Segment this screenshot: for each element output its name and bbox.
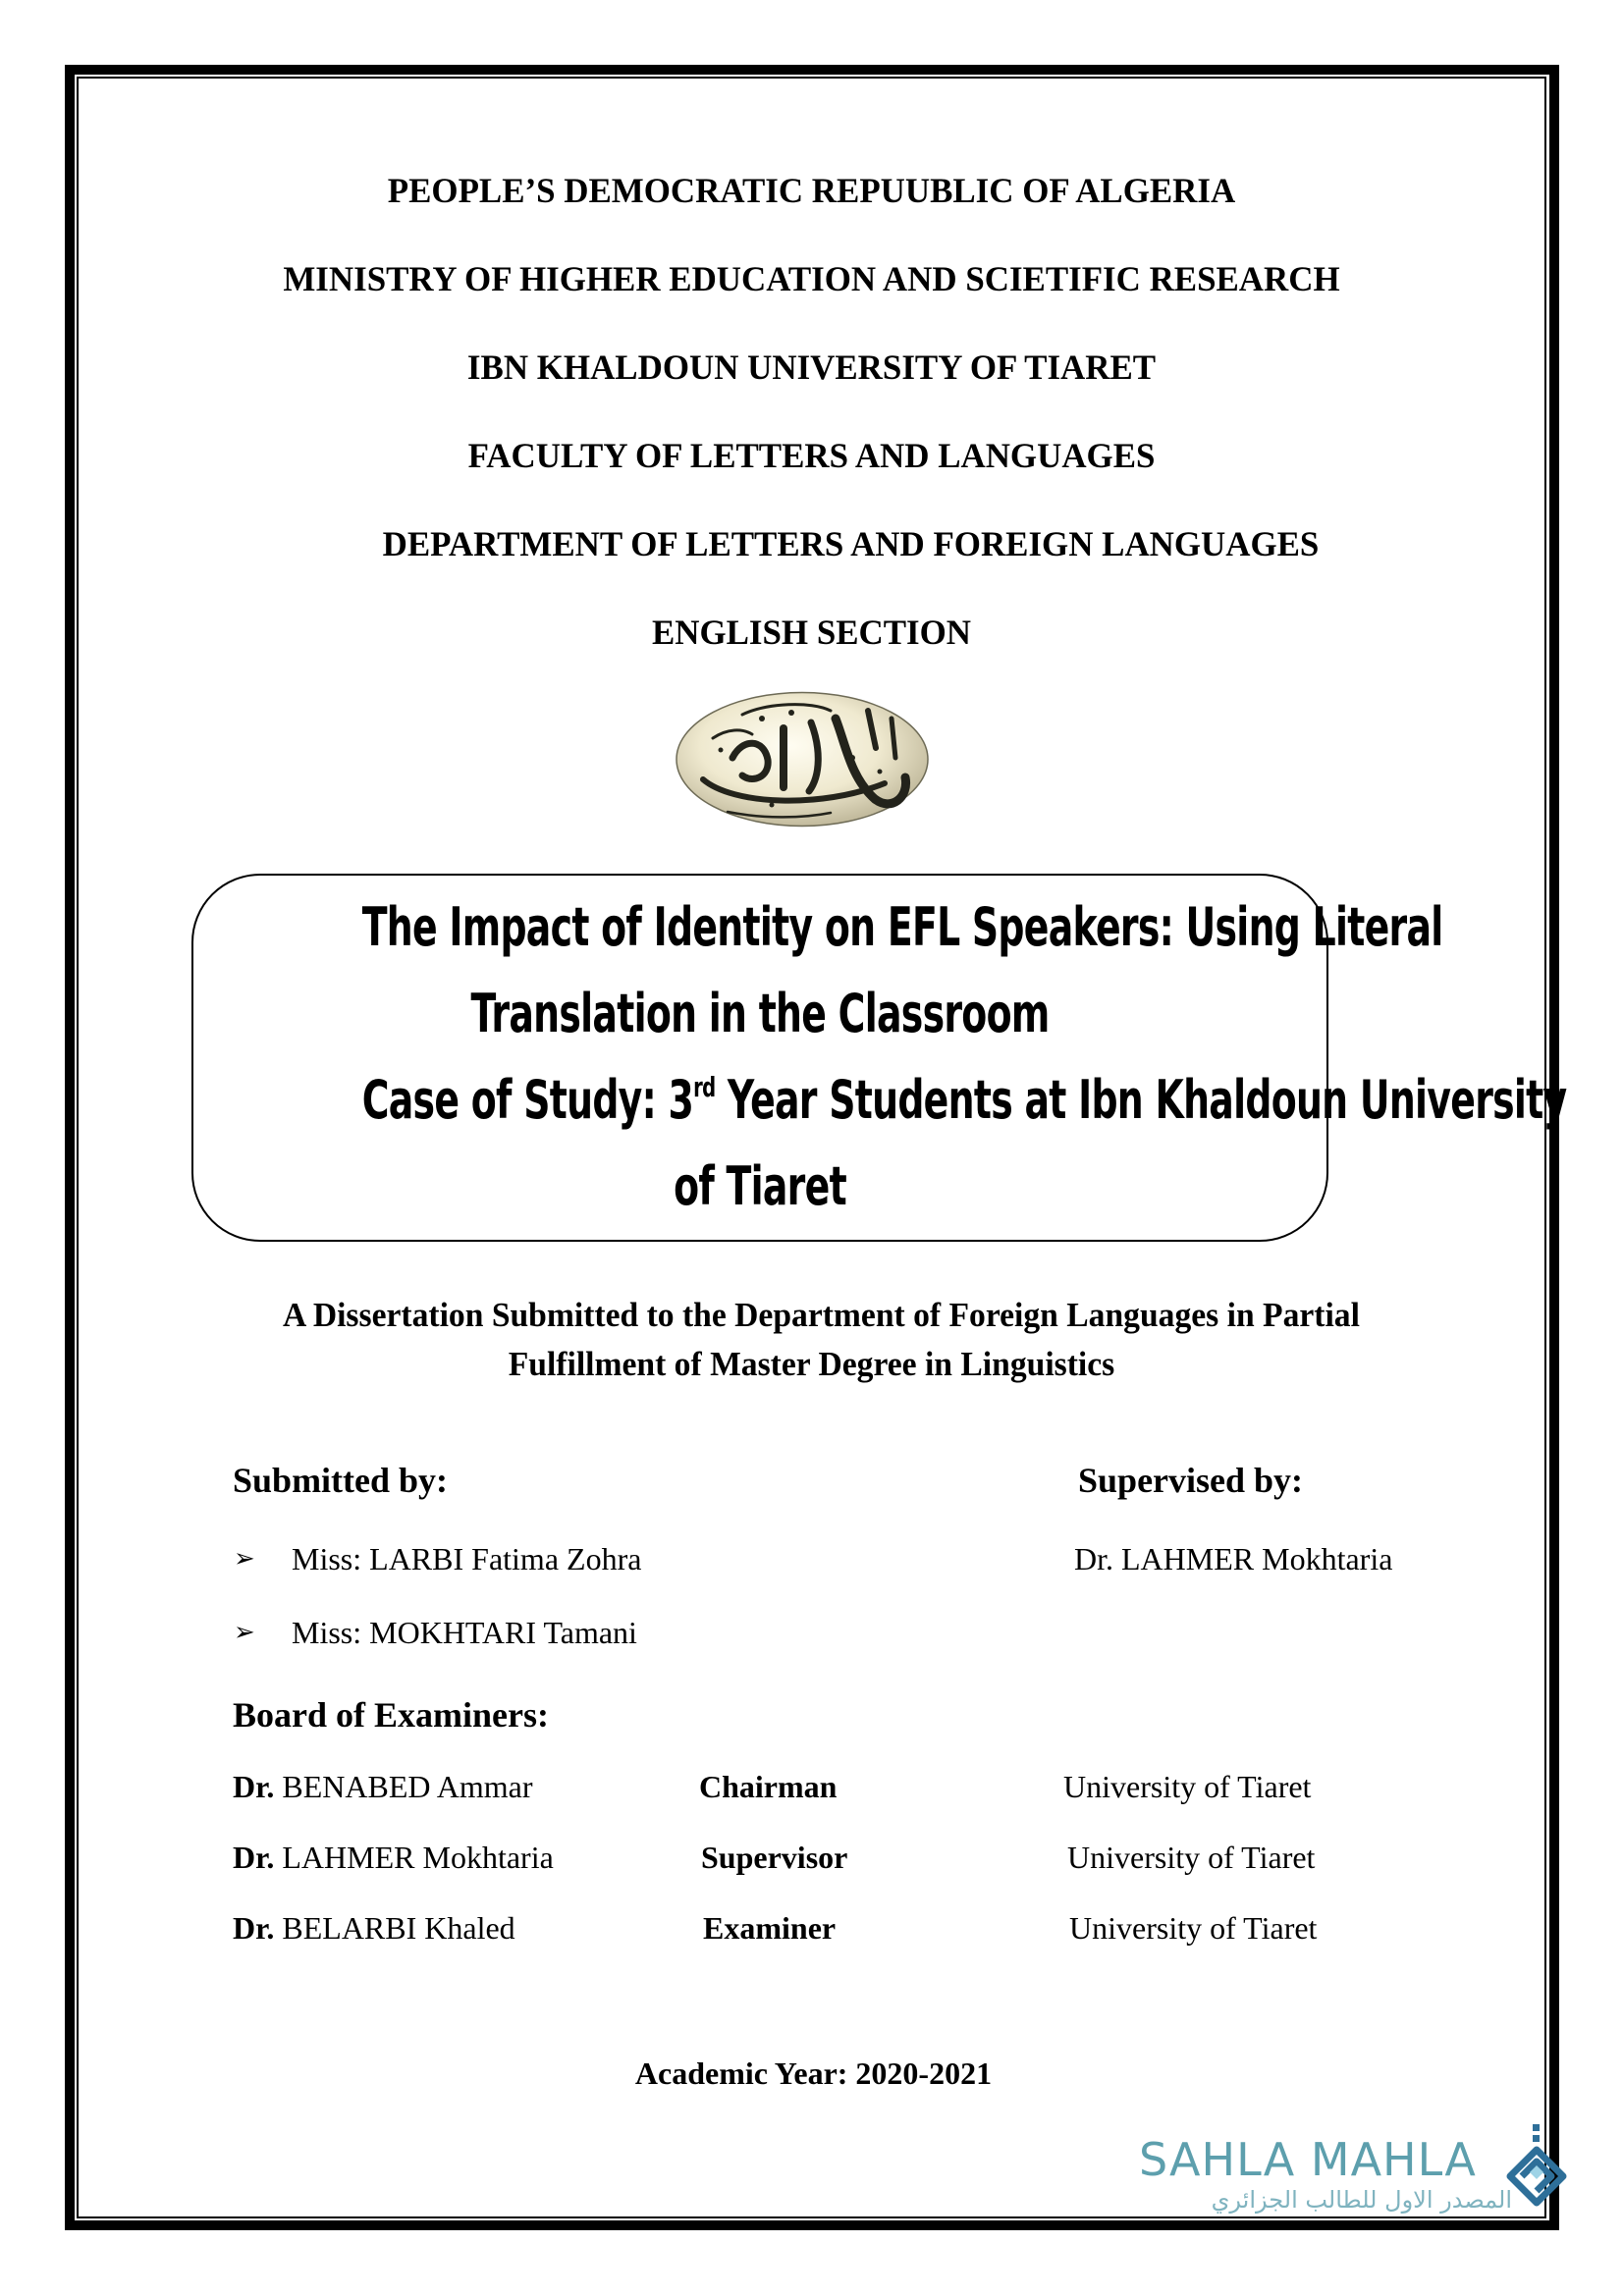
header-section: ENGLISH SECTION <box>651 613 972 652</box>
board-of-examiners-label: Board of Examiners: <box>233 1695 549 1735</box>
title-case-study-suffix: Year Students at Ibn Khaldoun University <box>715 1069 1567 1131</box>
supervised-by-label: Supervised by: <box>1078 1461 1304 1500</box>
student-name-1: Miss: LARBI Fatima Zohra <box>292 1541 642 1576</box>
watermark-brand: SAHLA MAHLA <box>1139 2133 1477 2186</box>
title-ordinal-suffix: rd <box>693 1071 716 1103</box>
examiner-title: Dr. <box>233 1840 275 1875</box>
examiner-fullname: BELARBI Khaled <box>282 1910 515 1946</box>
title-line-4: of Tiaret <box>674 1155 846 1217</box>
examiner-fullname: LAHMER Mokhtaria <box>282 1840 554 1875</box>
title-case-study-prefix: Case of Study: 3 <box>361 1069 694 1131</box>
examiner-role: Examiner <box>703 1910 837 1946</box>
examiner-name <box>233 1910 515 1946</box>
examiner-name <box>233 1769 532 1804</box>
watermark-tagline: المصدر الاول للطالب الجزائري <box>1211 2186 1512 2214</box>
header-country: PEOPLE’S DEMOCRATIC REPUUBLIC OF ALGERIA <box>387 171 1236 210</box>
examiner-fullname: BENABED Ammar <box>282 1769 533 1804</box>
academic-year: Academic Year: 2020-2021 <box>634 2056 993 2091</box>
supervisor-name: Dr. LAHMER Mokhtaria <box>1074 1541 1393 1576</box>
header-ministry: MINISTRY OF HIGHER EDUCATION AND SCIETIFIC RESEARCH <box>283 259 1340 298</box>
header-faculty: FACULTY OF LETTERS AND LANGUAGES <box>467 436 1156 475</box>
examiner-title: Dr. <box>233 1769 275 1804</box>
sahla-mahla-logo-icon <box>1502 2120 1571 2228</box>
examiner-title: Dr. <box>233 1910 275 1946</box>
university-calligraphy-logo-icon <box>674 689 931 829</box>
examiner-affiliation: University of Tiaret <box>1069 1910 1318 1946</box>
header-university: IBN KHALDOUN UNIVERSITY OF TIARET <box>466 347 1157 387</box>
title-line-1: The Impact of Identity on EFL Speakers: Using Literal <box>361 896 1443 958</box>
arrowhead-bullet-icon: ➢ <box>234 1544 255 1574</box>
examiner-name <box>233 1840 554 1875</box>
examiner-role: Chairman <box>699 1769 838 1804</box>
submitted-by-label: Submitted by: <box>233 1461 449 1500</box>
header-department: DEPARTMENT OF LETTERS AND FOREIGN LANGUAGES <box>382 524 1320 563</box>
arrowhead-bullet-icon: ➢ <box>234 1618 255 1647</box>
examiner-affiliation: University of Tiaret <box>1063 1769 1312 1804</box>
examiner-affiliation: University of Tiaret <box>1067 1840 1316 1875</box>
examiner-role: Supervisor <box>701 1840 848 1875</box>
title-line-2: Translation in the Classroom <box>470 983 1050 1044</box>
title-line-3 <box>361 1069 1567 1131</box>
student-name-2: Miss: MOKHTARI Tamani <box>292 1615 637 1650</box>
dissertation-statement-line-2: Fulfillment of Master Degree in Linguistics <box>508 1345 1115 1383</box>
dissertation-statement-line-1: A Dissertation Submitted to the Department of Foreign Languages in Partial <box>283 1296 1360 1334</box>
